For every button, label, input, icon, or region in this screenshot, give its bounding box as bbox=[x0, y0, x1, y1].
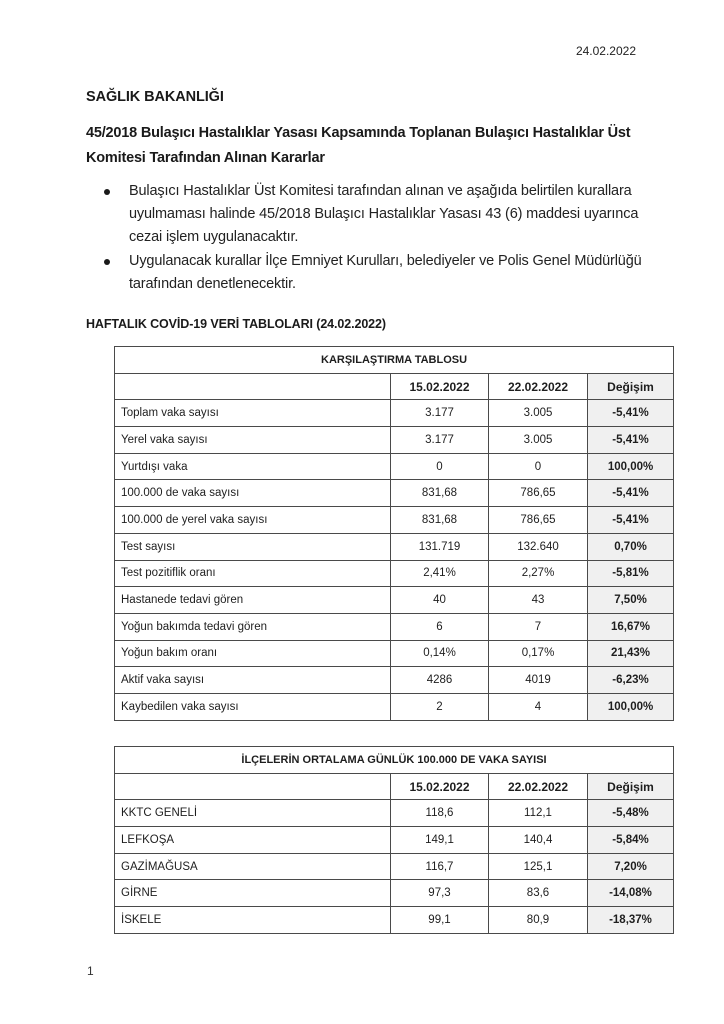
value-date1: 2 bbox=[391, 693, 489, 720]
document-date: 24.02.2022 bbox=[575, 44, 636, 58]
value-date2: 0,17% bbox=[489, 640, 588, 667]
value-change: -5,41% bbox=[588, 427, 674, 454]
table-row bbox=[115, 587, 674, 614]
district-name: LEFKOŞA bbox=[115, 827, 391, 854]
row-label: Hastanede tedavi gören bbox=[115, 587, 391, 614]
table-title: İLÇELERİN ORTALAMA GÜNLÜK 100.000 DE VAKA SAYISI bbox=[115, 747, 674, 774]
table-row bbox=[115, 427, 674, 454]
table-title: KARŞILAŞTIRMA TABLOSU bbox=[115, 347, 674, 374]
row-label: Test pozitiflik oranı bbox=[115, 560, 391, 587]
value-date1: 4286 bbox=[391, 667, 489, 694]
value-date2: 43 bbox=[489, 587, 588, 614]
table-row bbox=[115, 400, 674, 427]
row-label: Kaybedilen vaka sayısı bbox=[115, 693, 391, 720]
value-change: 100,00% bbox=[588, 453, 674, 480]
table-row bbox=[115, 880, 674, 907]
rules-list-item-text: Uygulanacak kurallar İlçe Emniyet Kurulları, belediyeler ve Polis Genel Müdürlüğü tarafından denetlenecektir. bbox=[129, 252, 642, 292]
table-row bbox=[115, 507, 674, 534]
district-table bbox=[114, 746, 674, 934]
table-row bbox=[115, 613, 674, 640]
value-date2: 0 bbox=[489, 453, 588, 480]
value-change: -5,41% bbox=[588, 480, 674, 507]
value-change: 100,00% bbox=[588, 693, 674, 720]
table-row bbox=[115, 827, 674, 854]
table-row bbox=[115, 480, 674, 507]
bullet-icon bbox=[104, 189, 110, 195]
value-change: 7,20% bbox=[588, 853, 674, 880]
value-change: -5,41% bbox=[588, 400, 674, 427]
value-date1: 831,68 bbox=[391, 507, 489, 534]
comparison-table bbox=[114, 346, 674, 721]
rules-list-item-text: Bulaşıcı Hastalıklar Üst Komitesi tarafından alınan ve aşağıda belirtilen kurallara uyulmaması halinde 45/2018 Bulaşıcı Hastalıklar Yasası 43 (6) maddesi uyarınca cezai işlem uygulanacaktır. bbox=[129, 183, 639, 246]
column-header-change: Değişim bbox=[588, 373, 674, 400]
rules-list bbox=[86, 180, 666, 296]
column-header-date1: 15.02.2022 bbox=[391, 373, 489, 400]
document-title: 45/2018 Bulaşıcı Hastalıklar Yasası Kapsamında Toplanan Bulaşıcı Hastalıklar Üst Komitesi Tarafından Alınan Kararlar bbox=[86, 125, 631, 166]
row-label: Test sayısı bbox=[115, 533, 391, 560]
value-date2: 125,1 bbox=[489, 853, 588, 880]
table-row bbox=[115, 533, 674, 560]
column-header-change: Değişim bbox=[588, 773, 674, 800]
page-number: 1 bbox=[87, 964, 94, 978]
value-date2: 786,65 bbox=[489, 507, 588, 534]
section-heading: HAFTALIK COVİD-19 VERİ TABLOLARI (24.02.2022) bbox=[86, 317, 386, 331]
row-label: Yerel vaka sayısı bbox=[115, 427, 391, 454]
row-label: Yoğun bakımda tedavi gören bbox=[115, 613, 391, 640]
value-date1: 116,7 bbox=[391, 853, 489, 880]
table-row bbox=[115, 800, 674, 827]
column-header-date1: 15.02.2022 bbox=[391, 773, 489, 800]
value-date1: 3.177 bbox=[391, 400, 489, 427]
value-date2: 132.640 bbox=[489, 533, 588, 560]
value-date1: 0 bbox=[391, 453, 489, 480]
table-row bbox=[115, 560, 674, 587]
district-name: GAZİMAĞUSA bbox=[115, 853, 391, 880]
value-date1: 6 bbox=[391, 613, 489, 640]
value-change: 21,43% bbox=[588, 640, 674, 667]
column-header-date2: 22.02.2022 bbox=[489, 373, 588, 400]
value-date2: 786,65 bbox=[489, 480, 588, 507]
value-date2: 80,9 bbox=[489, 907, 588, 934]
value-date1: 131.719 bbox=[391, 533, 489, 560]
district-name: İSKELE bbox=[115, 907, 391, 934]
value-change: -5,48% bbox=[588, 800, 674, 827]
value-date2: 83,6 bbox=[489, 880, 588, 907]
rules-list-item bbox=[86, 250, 666, 296]
table-header-row bbox=[115, 773, 674, 800]
row-label: Toplam vaka sayısı bbox=[115, 400, 391, 427]
value-date2: 140,4 bbox=[489, 827, 588, 854]
value-date1: 40 bbox=[391, 587, 489, 614]
row-label: Yoğun bakım oranı bbox=[115, 640, 391, 667]
value-date2: 4 bbox=[489, 693, 588, 720]
district-name: KKTC GENELİ bbox=[115, 800, 391, 827]
value-date2: 2,27% bbox=[489, 560, 588, 587]
table-row bbox=[115, 693, 674, 720]
value-date1: 831,68 bbox=[391, 480, 489, 507]
row-label: Yurtdışı vaka bbox=[115, 453, 391, 480]
value-date1: 118,6 bbox=[391, 800, 489, 827]
value-change: 16,67% bbox=[588, 613, 674, 640]
column-header-date2: 22.02.2022 bbox=[489, 773, 588, 800]
value-date2: 112,1 bbox=[489, 800, 588, 827]
column-header-empty bbox=[115, 773, 391, 800]
table-row bbox=[115, 907, 674, 934]
value-change: -6,23% bbox=[588, 667, 674, 694]
value-change: -5,84% bbox=[588, 827, 674, 854]
value-change: -5,81% bbox=[588, 560, 674, 587]
value-date1: 97,3 bbox=[391, 880, 489, 907]
value-change: 7,50% bbox=[588, 587, 674, 614]
table-title-row bbox=[115, 347, 674, 374]
value-date1: 0,14% bbox=[391, 640, 489, 667]
value-change: -14,08% bbox=[588, 880, 674, 907]
value-change: 0,70% bbox=[588, 533, 674, 560]
bullet-icon bbox=[104, 259, 110, 265]
table-row bbox=[115, 667, 674, 694]
district-name: GİRNE bbox=[115, 880, 391, 907]
value-date2: 7 bbox=[489, 613, 588, 640]
table-title-row bbox=[115, 747, 674, 774]
value-date2: 3.005 bbox=[489, 427, 588, 454]
row-label: Aktif vaka sayısı bbox=[115, 667, 391, 694]
column-header-empty bbox=[115, 373, 391, 400]
value-date1: 99,1 bbox=[391, 907, 489, 934]
table-row bbox=[115, 640, 674, 667]
value-date1: 149,1 bbox=[391, 827, 489, 854]
table-row bbox=[115, 453, 674, 480]
value-change: -18,37% bbox=[588, 907, 674, 934]
table-row bbox=[115, 853, 674, 880]
rules-list-item bbox=[86, 180, 666, 250]
value-date2: 4019 bbox=[489, 667, 588, 694]
value-date1: 3.177 bbox=[391, 427, 489, 454]
value-date1: 2,41% bbox=[391, 560, 489, 587]
value-date2: 3.005 bbox=[489, 400, 588, 427]
row-label: 100.000 de yerel vaka sayısı bbox=[115, 507, 391, 534]
value-change: -5,41% bbox=[588, 507, 674, 534]
ministry-name: SAĞLIK BAKANLIĞI bbox=[86, 89, 224, 105]
table-header-row bbox=[115, 373, 674, 400]
row-label: 100.000 de vaka sayısı bbox=[115, 480, 391, 507]
